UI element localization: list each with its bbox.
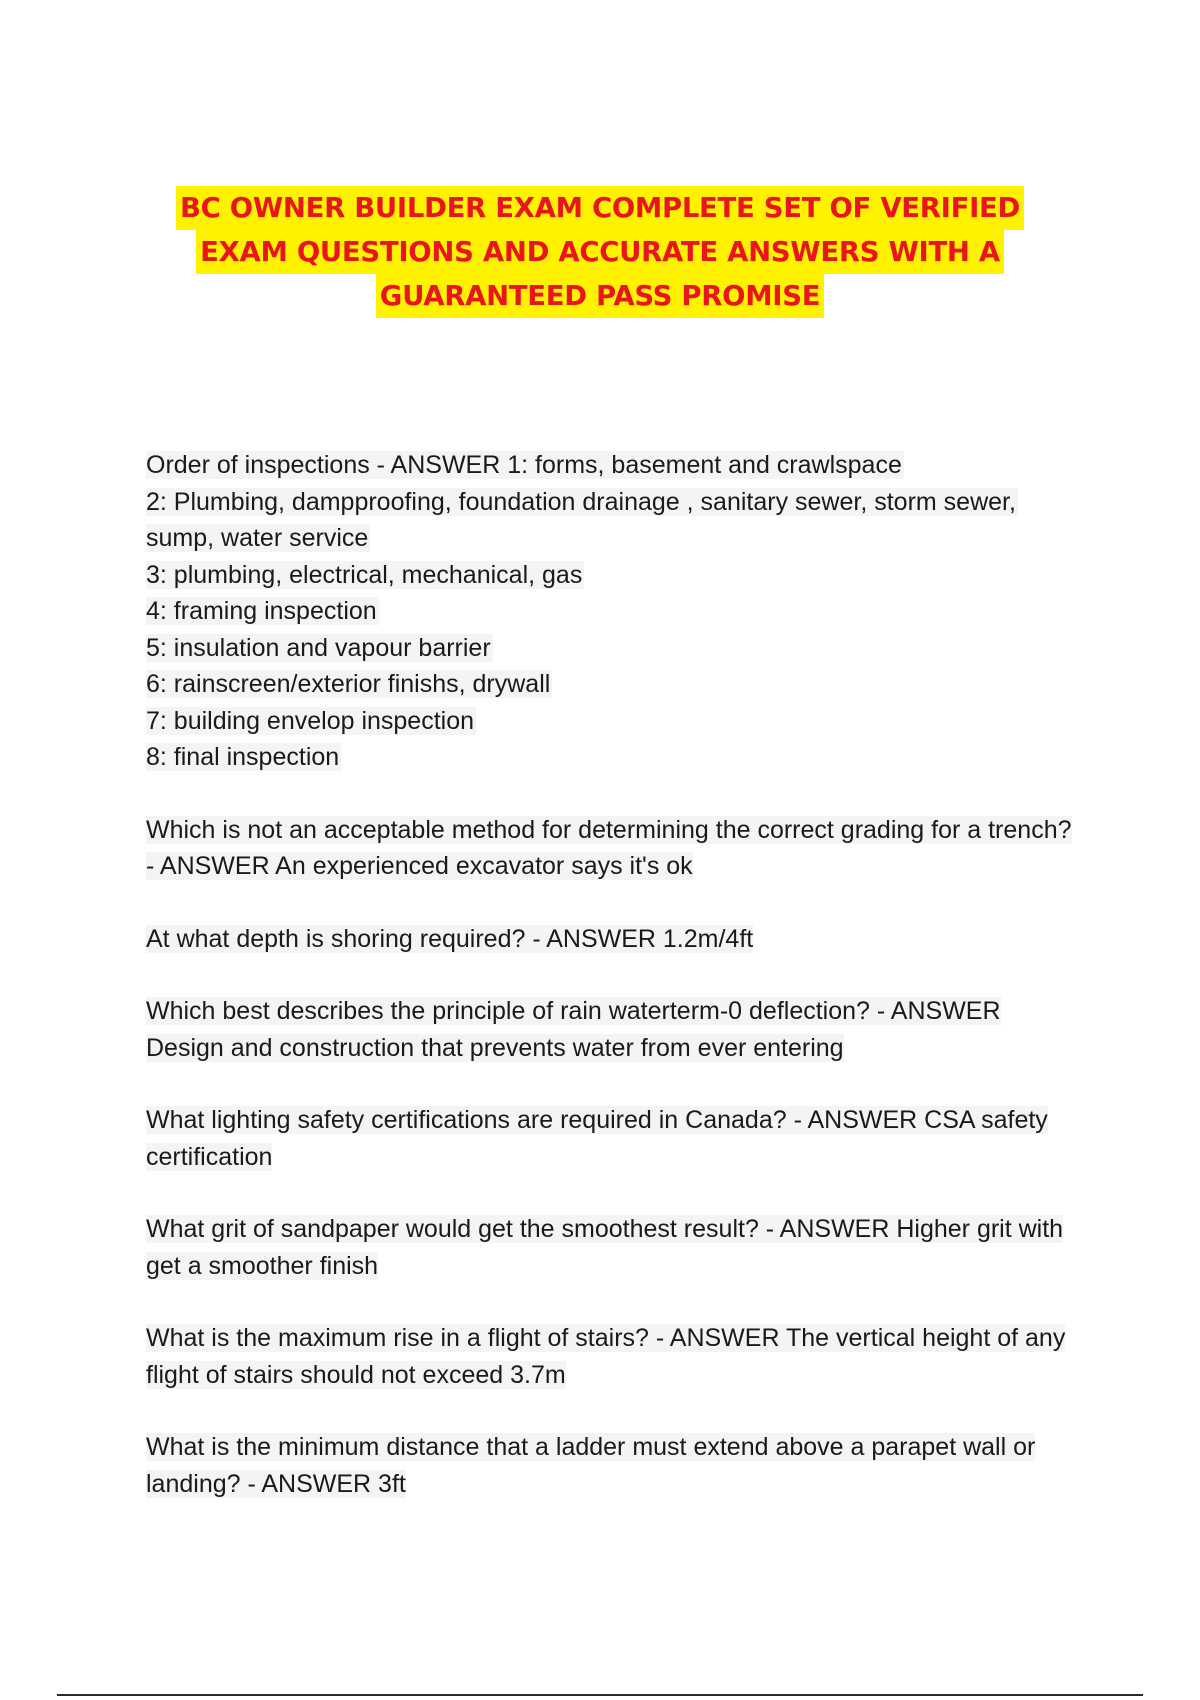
title-line-3: GUARANTEED PASS PROMISE bbox=[376, 274, 824, 318]
inspection-step bbox=[146, 557, 1076, 594]
footer-divider bbox=[57, 1694, 1143, 1696]
inspection-step-text: 5: insulation and vapour barrier bbox=[146, 633, 491, 662]
qa-item bbox=[146, 1320, 1076, 1393]
qa-text: What grit of sandpaper would get the smoothest result? - ANSWER Higher grit with get a smoother finish bbox=[146, 1215, 1064, 1280]
qa-text: What lighting safety certifications are required in Canada? - ANSWER CSA safety certification bbox=[146, 1106, 1048, 1171]
inspection-step bbox=[146, 666, 1076, 703]
qa-lead bbox=[146, 447, 1076, 484]
qa-text: At what depth is shoring required? - ANSWER 1.2m/4ft bbox=[146, 924, 754, 953]
qa-item bbox=[146, 1211, 1076, 1284]
inspection-step bbox=[146, 739, 1076, 776]
qa-text: Which best describes the principle of rain waterterm-0 deflection? - ANSWER Design and construction that prevents water from ever entering bbox=[146, 997, 1001, 1062]
qa-item bbox=[146, 921, 1076, 958]
qa-item-order-of-inspections bbox=[146, 447, 1076, 776]
inspection-step-text: 2: Plumbing, dampproofing, foundation drainage , sanitary sewer, storm sewer, sump, water service bbox=[146, 487, 1016, 552]
title-line-2: EXAM QUESTIONS AND ACCURATE ANSWERS WITH A bbox=[196, 230, 1004, 274]
qa-item bbox=[146, 1102, 1076, 1175]
inspection-step bbox=[146, 593, 1076, 630]
inspection-step-text: 6: rainscreen/exterior finishs, drywall bbox=[146, 670, 551, 698]
document-title bbox=[120, 186, 1080, 318]
qa-lead-text: Order of inspections - ANSWER 1: forms, basement and crawlspace bbox=[146, 451, 902, 479]
inspection-step bbox=[146, 630, 1076, 667]
inspection-step-text: 7: building envelop inspection bbox=[146, 706, 475, 735]
inspection-step-text: 3: plumbing, electrical, mechanical, gas bbox=[146, 560, 583, 589]
qa-item bbox=[146, 1429, 1076, 1502]
inspection-step bbox=[146, 484, 1076, 557]
qa-text: Which is not an acceptable method for determining the correct grading for a trench? - ANSWER An experienced excavator says it's ok bbox=[146, 815, 1072, 880]
qa-text: What is the minimum distance that a ladder must extend above a parapet wall or landing? - ANSWER 3ft bbox=[146, 1433, 1036, 1498]
inspection-step bbox=[146, 703, 1076, 740]
qa-item bbox=[146, 812, 1076, 885]
inspection-step-text: 4: framing inspection bbox=[146, 597, 377, 625]
qa-list bbox=[146, 447, 1076, 1502]
qa-item bbox=[146, 993, 1076, 1066]
inspection-step-text: 8: final inspection bbox=[146, 743, 340, 771]
qa-text: What is the maximum rise in a flight of stairs? - ANSWER The vertical height of any flight of stairs should not exceed 3.7m bbox=[146, 1324, 1066, 1389]
title-line-1: BC OWNER BUILDER EXAM COMPLETE SET OF VERIFIED bbox=[176, 186, 1024, 230]
